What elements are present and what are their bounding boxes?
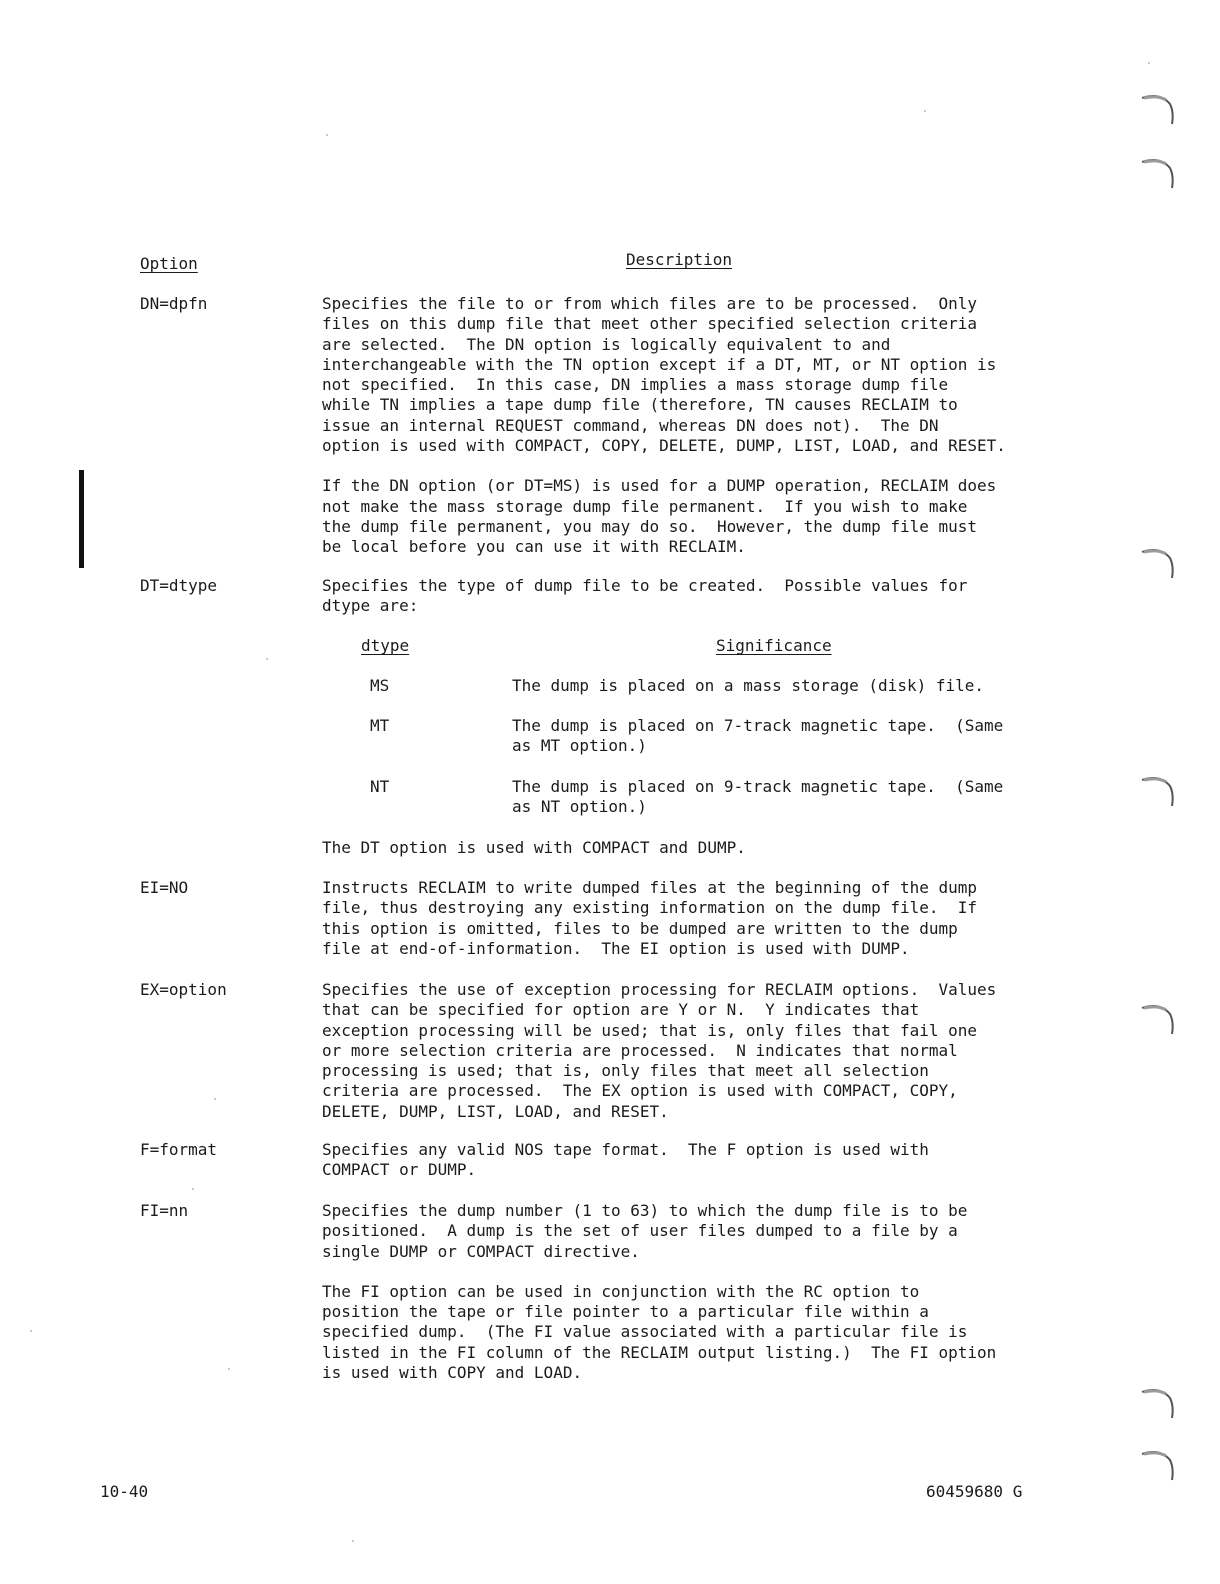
- scan-speck: [924, 110, 926, 112]
- scan-speck: [192, 1188, 194, 1190]
- scan-speck: [352, 1540, 354, 1542]
- scan-speck: [30, 1330, 32, 1332]
- description-column-header: Description: [626, 250, 732, 269]
- revision-change-bar: [79, 470, 84, 568]
- dtype-code: MT: [370, 716, 390, 735]
- option-name: EX=option: [140, 980, 227, 999]
- dtype-code: MS: [370, 676, 390, 695]
- description-paragraph: The DT option is used with COMPACT and DUMP.: [322, 838, 746, 857]
- punch-hole-mark-icon: [1138, 1000, 1178, 1040]
- scan-speck: [214, 1098, 216, 1100]
- option-description: [322, 576, 1042, 617]
- option-column-header: Option: [140, 254, 198, 273]
- punch-hole-mark-icon: [1138, 90, 1178, 130]
- description-paragraph: Specifies the dump number (1 to 63) to which the dump file is to be positioned. A dump is the set of user files dumped to a file by a single DUMP or COMPACT directive.: [322, 1201, 968, 1261]
- document-number: 60459680 G: [926, 1482, 1023, 1501]
- punch-hole-mark-icon: [1138, 1446, 1178, 1486]
- option-description: [322, 294, 1042, 558]
- dtype-significance: The dump is placed on 9-track magnetic tape. (Same as NT option.): [512, 777, 1004, 817]
- description-paragraph: Specifies any valid NOS tape format. The F option is used with COMPACT or DUMP.: [322, 1140, 929, 1180]
- option-name: DN=dpfn: [140, 294, 208, 313]
- option-name: F=format: [140, 1140, 218, 1159]
- scan-speck: [1148, 62, 1150, 64]
- dt-usage-note: [322, 838, 1042, 858]
- description-paragraph: Specifies the file to or from which files are to be processed. Only files on this dump file that meet other specified selection criteria are selected. The DN option is logically equivalent to and interchangeable with the TN option except if a DT, MT, or NT option is not specified. In this case, DN implies a mass storage dump file while TN implies a tape dump file (therefore, TN causes RECLAIM to issue an internal REQUEST command, whereas DN does not). The DN option is used with COMPACT, COPY, DELETE, DUMP, LIST, LOAD, and RESET.: [322, 294, 1006, 456]
- significance-column-header: Significance: [716, 636, 832, 655]
- page-number: 10-40: [100, 1482, 149, 1501]
- option-description: [322, 1140, 1042, 1181]
- scan-speck: [326, 134, 328, 136]
- description-paragraph: If the DN option (or DT=MS) is used for a DUMP operation, RECLAIM does not make the mass storage dump file permanent. If you wish to make the dump file permanent, you may do so. However, the dump file must be local before you can use it with RECLAIM.: [322, 476, 997, 557]
- description-paragraph: Specifies the type of dump file to be created. Possible values for dtype are:: [322, 576, 968, 616]
- punch-hole-mark-icon: [1138, 772, 1178, 812]
- option-description: [322, 980, 1042, 1122]
- option-name: FI=nn: [140, 1201, 189, 1220]
- description-paragraph: Specifies the use of exception processing for RECLAIM options. Values that can be specified for option are Y or N. Y indicates that exception processing will be used; that is, only files that fail one or more selection criteria are processed. N indicates that normal processing is used; that is, only files that meet all selection criteria are processed. The EX option is used with COMPACT, COPY, DELETE, DUMP, LIST, LOAD, and RESET.: [322, 980, 997, 1121]
- option-description: [322, 1201, 1042, 1383]
- dtype-code: NT: [370, 777, 390, 796]
- description-paragraph: Instructs RECLAIM to write dumped files at the beginning of the dump file, thus destroying any existing information on the dump file. If this option is omitted, files to be dumped are written to the dump file at end-of-information. The EI option is used with DUMP.: [322, 878, 978, 958]
- option-description: [322, 878, 1042, 959]
- scan-speck: [228, 1368, 230, 1370]
- dtype-significance: The dump is placed on 7-track magnetic tape. (Same as MT option.): [512, 716, 1004, 756]
- dtype-column-header: dtype: [361, 636, 410, 655]
- option-name: EI=NO: [140, 878, 189, 897]
- option-name: DT=dtype: [140, 576, 218, 595]
- punch-hole-mark-icon: [1138, 154, 1178, 194]
- punch-hole-mark-icon: [1138, 544, 1178, 584]
- dtype-significance: The dump is placed on a mass storage (disk) file.: [512, 676, 985, 695]
- punch-hole-mark-icon: [1138, 1384, 1178, 1424]
- scan-speck: [266, 658, 268, 660]
- description-paragraph: The FI option can be used in conjunction with the RC option to position the tape or file pointer to a particular file within a specified dump. (The FI value associated with a particular file is listed in the FI column of the RECLAIM output listing.) The FI option is used with COPY and LOAD.: [322, 1281, 997, 1383]
